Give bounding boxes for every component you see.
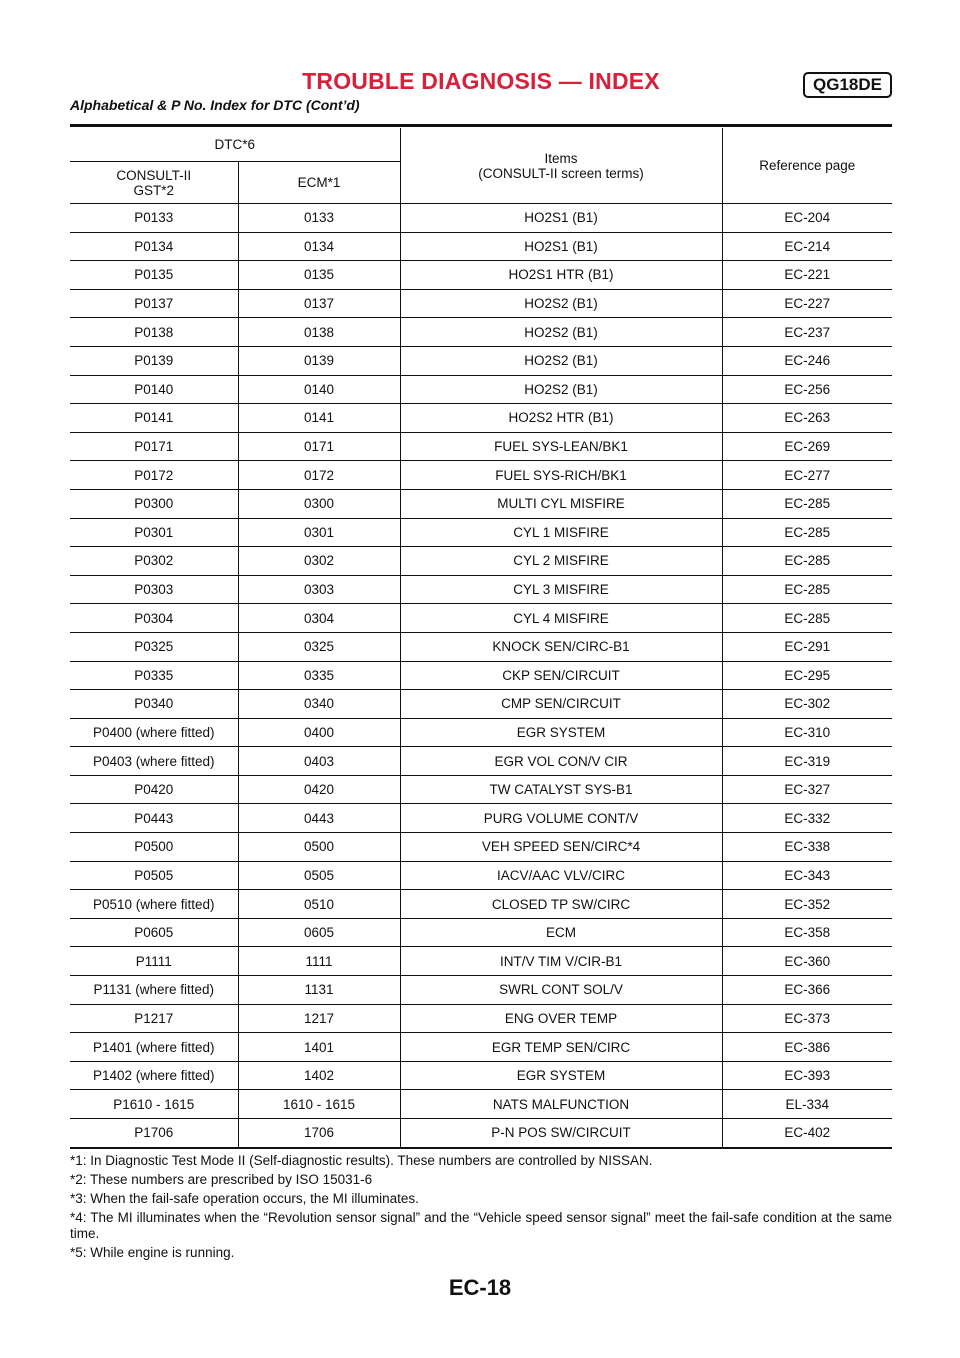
table-row	[70, 1090, 892, 1119]
cell-ecm: 0171	[238, 432, 400, 461]
table-row	[70, 890, 892, 919]
header-reference-page: Reference page	[722, 128, 892, 204]
footnote: *5: While engine is running.	[70, 1245, 235, 1260]
cell-item: PURG VOLUME CONT/V	[400, 804, 722, 833]
cell-ecm: 0505	[238, 861, 400, 890]
table-row	[70, 489, 892, 518]
cell-ecm: 0301	[238, 518, 400, 547]
cell-consult-gst: P1706	[70, 1119, 238, 1148]
table-row	[70, 775, 892, 804]
cell-ecm: 1706	[238, 1119, 400, 1148]
cell-ecm: 0134	[238, 232, 400, 261]
cell-reference-page: EC-285	[722, 547, 892, 576]
cell-consult-gst: P0171	[70, 432, 238, 461]
header-ecm: ECM*1	[238, 162, 400, 204]
cell-consult-gst: P1131 (where fitted)	[70, 976, 238, 1005]
cell-item: FUEL SYS-LEAN/BK1	[400, 432, 722, 461]
cell-item: VEH SPEED SEN/CIRC*4	[400, 833, 722, 862]
cell-ecm: 0302	[238, 547, 400, 576]
cell-item: CLOSED TP SW/CIRC	[400, 890, 722, 919]
cell-reference-page: EL-334	[722, 1090, 892, 1119]
cell-reference-page: EC-269	[722, 432, 892, 461]
cell-reference-page: EC-360	[722, 947, 892, 976]
table-row	[70, 604, 892, 633]
cell-ecm: 0135	[238, 261, 400, 290]
table-row	[70, 575, 892, 604]
cell-item: CYL 3 MISFIRE	[400, 575, 722, 604]
cell-consult-gst: P0420	[70, 775, 238, 804]
table-row	[70, 461, 892, 490]
cell-ecm: 0510	[238, 890, 400, 919]
cell-reference-page: EC-204	[722, 204, 892, 233]
cell-item: HO2S2 (B1)	[400, 375, 722, 404]
cell-ecm: 0420	[238, 775, 400, 804]
cell-ecm: 0138	[238, 318, 400, 347]
cell-item: HO2S1 (B1)	[400, 232, 722, 261]
cell-reference-page: EC-393	[722, 1061, 892, 1090]
cell-item: KNOCK SEN/CIRC-B1	[400, 632, 722, 661]
footnote: *1: In Diagnostic Test Mode II (Self-diagnostic results). These numbers are controlled by NISSAN.	[70, 1153, 653, 1168]
cell-consult-gst: P0500	[70, 833, 238, 862]
dtc-table-body	[70, 204, 892, 1148]
table-row	[70, 289, 892, 318]
cell-consult-gst: P0301	[70, 518, 238, 547]
cell-item: HO2S2 (B1)	[400, 346, 722, 375]
cell-consult-gst: P0605	[70, 918, 238, 947]
cell-item: HO2S2 (B1)	[400, 289, 722, 318]
cell-consult-gst: P0172	[70, 461, 238, 490]
cell-ecm: 0172	[238, 461, 400, 490]
header-dtc: DTC*6	[70, 128, 400, 162]
cell-item: TW CATALYST SYS-B1	[400, 775, 722, 804]
cell-ecm: 0400	[238, 718, 400, 747]
table-row	[70, 346, 892, 375]
table-row	[70, 861, 892, 890]
cell-ecm: 1111	[238, 947, 400, 976]
table-row	[70, 804, 892, 833]
cell-item: HO2S2 (B1)	[400, 318, 722, 347]
cell-reference-page: EC-295	[722, 661, 892, 690]
cell-consult-gst: P0325	[70, 632, 238, 661]
cell-ecm: 0137	[238, 289, 400, 318]
cell-item: P-N POS SW/CIRCUIT	[400, 1119, 722, 1148]
cell-ecm: 1402	[238, 1061, 400, 1090]
cell-reference-page: EC-332	[722, 804, 892, 833]
cell-consult-gst: P0138	[70, 318, 238, 347]
cell-reference-page: EC-338	[722, 833, 892, 862]
cell-item: NATS MALFUNCTION	[400, 1090, 722, 1119]
table-row	[70, 947, 892, 976]
page-title: TROUBLE DIAGNOSIS — INDEX	[302, 68, 660, 94]
cell-consult-gst: P0140	[70, 375, 238, 404]
cell-consult-gst: P0400 (where fitted)	[70, 718, 238, 747]
table-row	[70, 1004, 892, 1033]
cell-item: EGR VOL CON/V CIR	[400, 747, 722, 776]
cell-reference-page: EC-373	[722, 1004, 892, 1033]
cell-reference-page: EC-285	[722, 518, 892, 547]
cell-item: HO2S1 HTR (B1)	[400, 261, 722, 290]
table-row	[70, 404, 892, 433]
cell-consult-gst: P0141	[70, 404, 238, 433]
cell-item: EGR SYSTEM	[400, 718, 722, 747]
cell-item: CMP SEN/CIRCUIT	[400, 690, 722, 719]
cell-ecm: 1217	[238, 1004, 400, 1033]
cell-reference-page: EC-227	[722, 289, 892, 318]
table-row	[70, 661, 892, 690]
table-row	[70, 232, 892, 261]
header-consult-gst: CONSULT-II GST*2	[70, 162, 238, 204]
cell-consult-gst: P0135	[70, 261, 238, 290]
table-row	[70, 1119, 892, 1148]
cell-consult-gst: P0302	[70, 547, 238, 576]
page-header	[70, 68, 892, 120]
cell-item: CKP SEN/CIRCUIT	[400, 661, 722, 690]
cell-reference-page: EC-285	[722, 604, 892, 633]
cell-ecm: 0325	[238, 632, 400, 661]
cell-ecm: 0141	[238, 404, 400, 433]
cell-item: IACV/AAC VLV/CIRC	[400, 861, 722, 890]
cell-ecm: 0304	[238, 604, 400, 633]
table-row	[70, 747, 892, 776]
footnote: *2: These numbers are prescribed by ISO 15031-6	[70, 1172, 373, 1187]
header-rule	[70, 124, 892, 127]
cell-consult-gst: P1401 (where fitted)	[70, 1033, 238, 1062]
cell-reference-page: EC-343	[722, 861, 892, 890]
cell-ecm: 0403	[238, 747, 400, 776]
cell-item: ENG OVER TEMP	[400, 1004, 722, 1033]
engine-code-badge: QG18DE	[803, 72, 892, 98]
table-row	[70, 547, 892, 576]
cell-ecm: 1401	[238, 1033, 400, 1062]
table-row	[70, 690, 892, 719]
cell-item: SWRL CONT SOL/V	[400, 976, 722, 1005]
cell-ecm: 0340	[238, 690, 400, 719]
cell-ecm: 0303	[238, 575, 400, 604]
cell-reference-page: EC-237	[722, 318, 892, 347]
cell-ecm: 0335	[238, 661, 400, 690]
cell-reference-page: EC-246	[722, 346, 892, 375]
cell-ecm: 0300	[238, 489, 400, 518]
table-row	[70, 833, 892, 862]
cell-ecm: 1610 - 1615	[238, 1090, 400, 1119]
table-row	[70, 261, 892, 290]
cell-reference-page: EC-285	[722, 489, 892, 518]
cell-ecm: 0133	[238, 204, 400, 233]
dtc-index-table	[70, 128, 892, 1149]
cell-consult-gst: P0134	[70, 232, 238, 261]
cell-reference-page: EC-319	[722, 747, 892, 776]
cell-consult-gst: P0303	[70, 575, 238, 604]
cell-consult-gst: P0340	[70, 690, 238, 719]
cell-ecm: 0139	[238, 346, 400, 375]
footnote: *4: The MI illuminates when the “Revolution sensor signal” and the “Vehicle speed sensor signal” meet the fail-safe condition at the same time.	[70, 1210, 892, 1241]
cell-reference-page: EC-302	[722, 690, 892, 719]
table-row	[70, 375, 892, 404]
cell-consult-gst: P0304	[70, 604, 238, 633]
cell-reference-page: EC-285	[722, 575, 892, 604]
cell-reference-page: EC-352	[722, 890, 892, 919]
cell-consult-gst: P0133	[70, 204, 238, 233]
cell-reference-page: EC-386	[722, 1033, 892, 1062]
cell-item: FUEL SYS-RICH/BK1	[400, 461, 722, 490]
cell-reference-page: EC-310	[722, 718, 892, 747]
cell-item: MULTI CYL MISFIRE	[400, 489, 722, 518]
cell-consult-gst: P0510 (where fitted)	[70, 890, 238, 919]
cell-consult-gst: P0139	[70, 346, 238, 375]
cell-ecm: 0500	[238, 833, 400, 862]
cell-reference-page: EC-291	[722, 632, 892, 661]
cell-item: CYL 1 MISFIRE	[400, 518, 722, 547]
cell-item: EGR TEMP SEN/CIRC	[400, 1033, 722, 1062]
table-row	[70, 1033, 892, 1062]
table-row	[70, 318, 892, 347]
cell-consult-gst: P1610 - 1615	[70, 1090, 238, 1119]
cell-consult-gst: P1402 (where fitted)	[70, 1061, 238, 1090]
cell-consult-gst: P0443	[70, 804, 238, 833]
table-row	[70, 432, 892, 461]
cell-consult-gst: P0137	[70, 289, 238, 318]
cell-reference-page: EC-277	[722, 461, 892, 490]
table-row	[70, 976, 892, 1005]
cell-reference-page: EC-221	[722, 261, 892, 290]
cell-consult-gst: P0300	[70, 489, 238, 518]
page-subtitle: Alphabetical & P No. Index for DTC (Cont’d)	[70, 97, 360, 113]
cell-item: HO2S1 (B1)	[400, 204, 722, 233]
page-number: EC-18	[448, 1275, 512, 1300]
table-row	[70, 632, 892, 661]
cell-reference-page: EC-263	[722, 404, 892, 433]
header-items: Items (CONSULT-II screen terms)	[400, 128, 722, 204]
cell-item: CYL 2 MISFIRE	[400, 547, 722, 576]
cell-reference-page: EC-358	[722, 918, 892, 947]
cell-reference-page: EC-327	[722, 775, 892, 804]
cell-item: ECM	[400, 918, 722, 947]
table-row	[70, 204, 892, 233]
cell-item: CYL 4 MISFIRE	[400, 604, 722, 633]
cell-item: HO2S2 HTR (B1)	[400, 404, 722, 433]
cell-consult-gst: P0505	[70, 861, 238, 890]
footnotes	[70, 1153, 892, 1264]
cell-consult-gst: P1111	[70, 947, 238, 976]
cell-ecm: 0140	[238, 375, 400, 404]
cell-ecm: 1131	[238, 976, 400, 1005]
cell-ecm: 0605	[238, 918, 400, 947]
cell-reference-page: EC-402	[722, 1119, 892, 1148]
cell-ecm: 0443	[238, 804, 400, 833]
cell-item: EGR SYSTEM	[400, 1061, 722, 1090]
cell-item: INT/V TIM V/CIR-B1	[400, 947, 722, 976]
table-row	[70, 918, 892, 947]
cell-reference-page: EC-214	[722, 232, 892, 261]
footnote: *3: When the fail-safe operation occurs, the MI illuminates.	[70, 1191, 419, 1206]
cell-consult-gst: P0335	[70, 661, 238, 690]
cell-consult-gst: P1217	[70, 1004, 238, 1033]
cell-reference-page: EC-366	[722, 976, 892, 1005]
table-row	[70, 1061, 892, 1090]
table-row	[70, 718, 892, 747]
table-row	[70, 518, 892, 547]
cell-consult-gst: P0403 (where fitted)	[70, 747, 238, 776]
cell-reference-page: EC-256	[722, 375, 892, 404]
